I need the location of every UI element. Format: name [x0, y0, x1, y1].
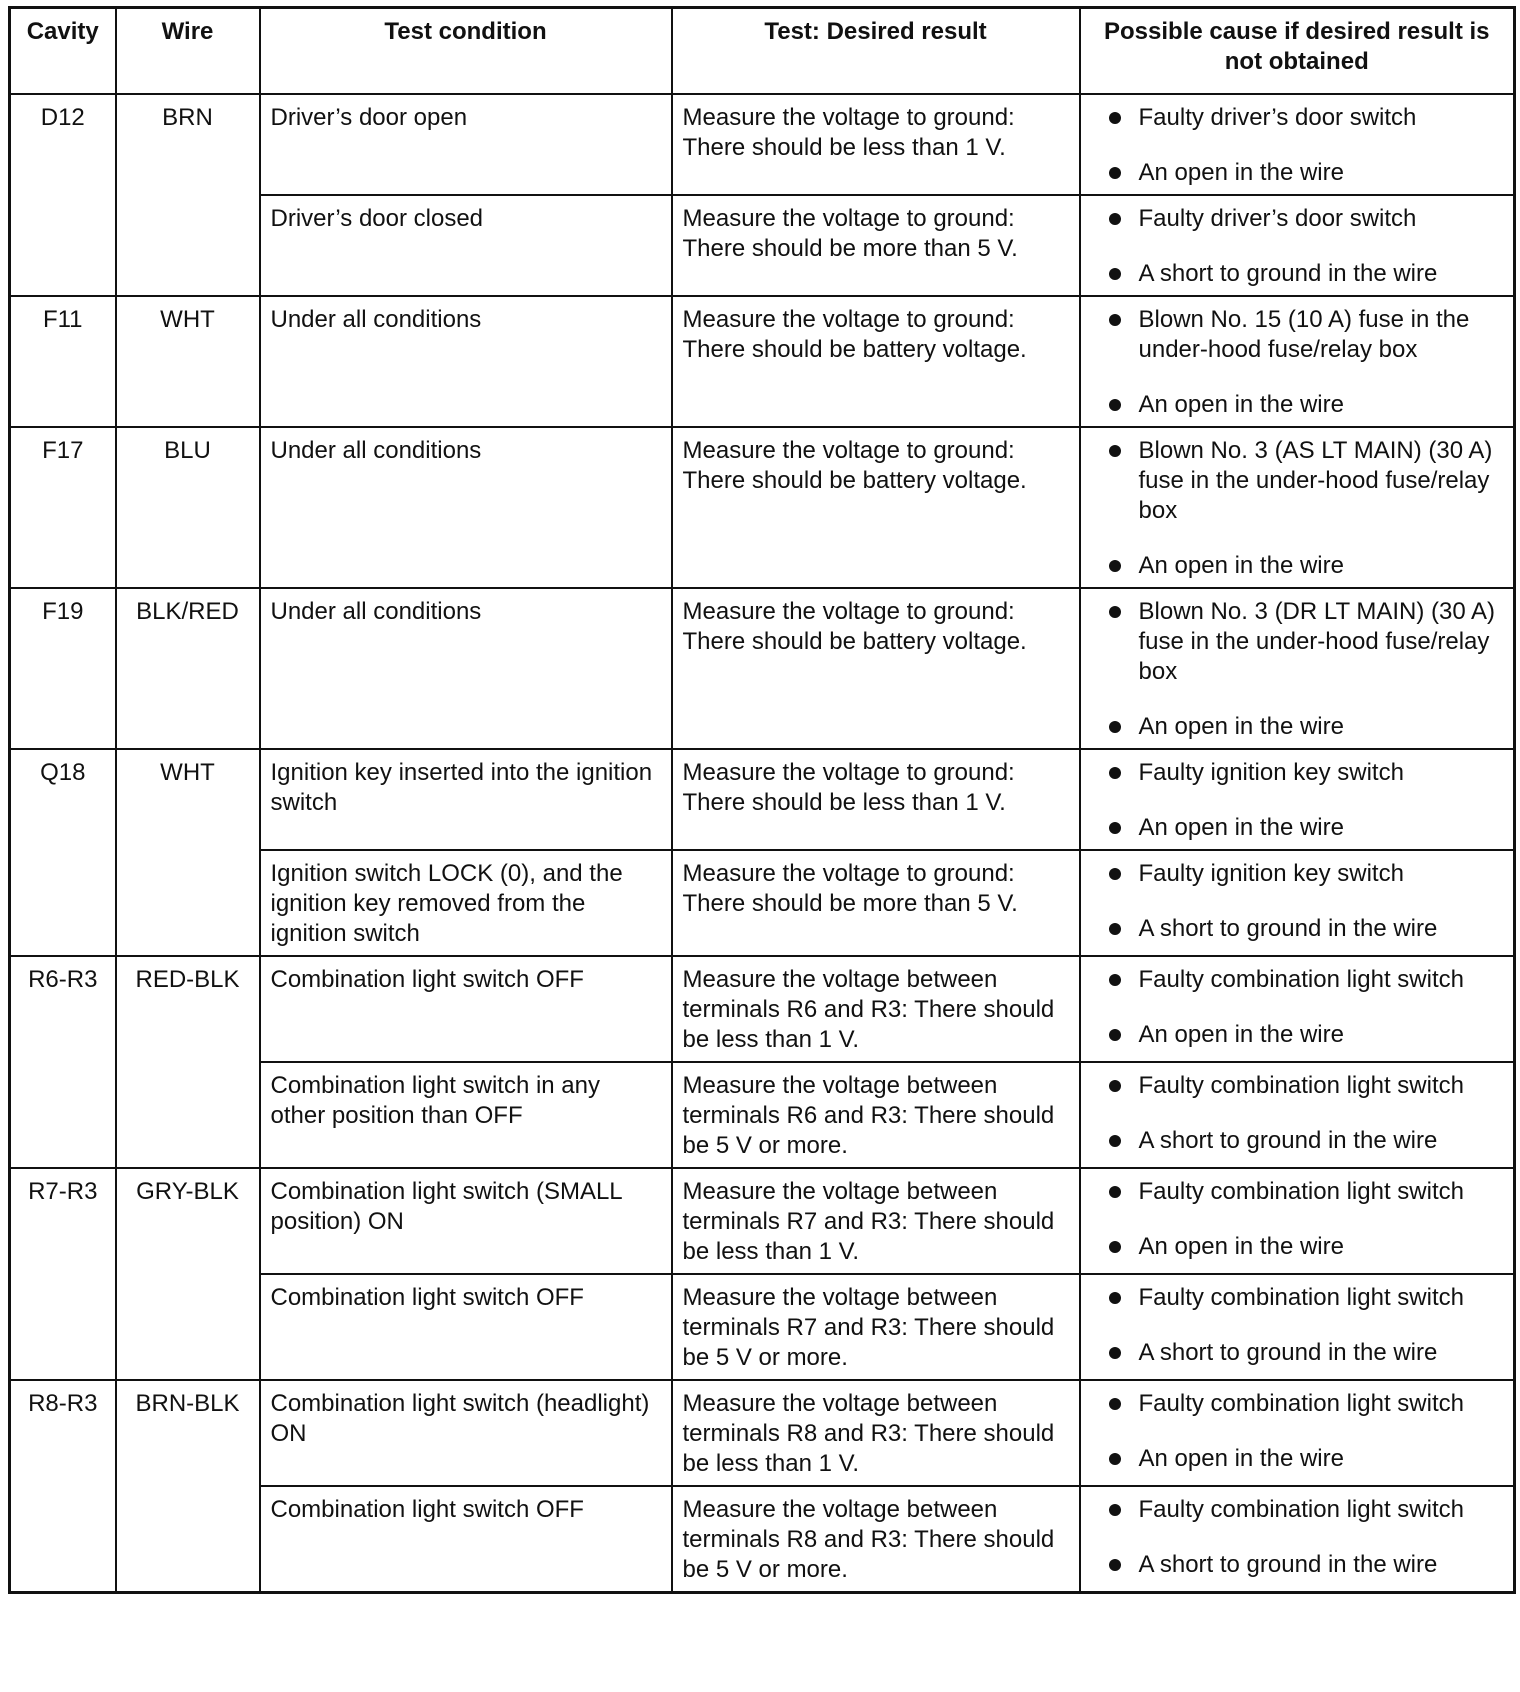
- cause-list-item: [1091, 914, 1504, 944]
- cause-list-item: [1091, 259, 1504, 289]
- desired-result-cell: Measure the voltage to ground: There should be less than 1 V.: [672, 94, 1080, 195]
- bullet-icon: [1109, 560, 1121, 572]
- table-row: [10, 749, 1515, 850]
- bullet-icon: [1109, 721, 1121, 733]
- cause-list: [1091, 436, 1504, 581]
- bullet-icon: [1109, 606, 1121, 618]
- cause-text: Faulty combination light switch: [1138, 1178, 1464, 1205]
- test-condition-cell: Combination light switch (headlight) ON: [260, 1380, 672, 1486]
- bullet-icon: [1109, 213, 1121, 225]
- cause-text: A short to ground in the wire: [1138, 1551, 1438, 1578]
- bullet-icon: [1109, 445, 1121, 457]
- wire-cell: BLK/RED: [116, 588, 260, 749]
- terminal-test-table: [8, 6, 1516, 1594]
- wire-cell: BLU: [116, 427, 260, 588]
- cause-list-item: [1091, 712, 1504, 742]
- test-condition-cell: Under all conditions: [260, 427, 672, 588]
- cause-text: Faulty combination light switch: [1138, 1496, 1464, 1523]
- possible-cause-cell: [1080, 850, 1515, 956]
- cause-list-item: [1091, 158, 1504, 188]
- cause-list-item: [1091, 758, 1504, 788]
- bullet-icon: [1109, 167, 1121, 179]
- table-row: [10, 588, 1515, 749]
- wire-cell: BRN-BLK: [116, 1380, 260, 1593]
- cause-text: An open in the wire: [1138, 1233, 1344, 1260]
- desired-result-cell: Measure the voltage to ground: There should be more than 5 V.: [672, 195, 1080, 296]
- cause-list: [1091, 597, 1504, 742]
- desired-result-cell: Measure the voltage to ground: There should be battery voltage.: [672, 588, 1080, 749]
- desired-result-cell: Measure the voltage to ground: There should be battery voltage.: [672, 427, 1080, 588]
- cavity-cell: R8-R3: [10, 1380, 116, 1593]
- cause-text: Faulty combination light switch: [1138, 1072, 1464, 1099]
- cause-list-item: [1091, 551, 1504, 581]
- cause-list-item: [1091, 597, 1504, 687]
- cause-text: A short to ground in the wire: [1138, 1339, 1438, 1366]
- cause-list-item: [1091, 103, 1504, 133]
- bullet-icon: [1109, 1559, 1121, 1571]
- cause-list-item: [1091, 1444, 1504, 1474]
- table-row: [10, 296, 1515, 427]
- desired-result-cell: Measure the voltage to ground: There should be less than 1 V.: [672, 749, 1080, 850]
- wire-cell: GRY-BLK: [116, 1168, 260, 1380]
- cavity-cell: R6-R3: [10, 956, 116, 1168]
- table-header: [10, 8, 1515, 95]
- bullet-icon: [1109, 822, 1121, 834]
- possible-cause-cell: [1080, 1274, 1515, 1380]
- cause-list-item: [1091, 1071, 1504, 1101]
- possible-cause-cell: [1080, 749, 1515, 850]
- cause-text: Faulty combination light switch: [1138, 1390, 1464, 1417]
- bullet-icon: [1109, 974, 1121, 986]
- cause-list: [1091, 1495, 1504, 1580]
- cavity-cell: F19: [10, 588, 116, 749]
- cause-text: A short to ground in the wire: [1138, 915, 1438, 942]
- header-possible-cause: Possible cause if desired result is not obtained: [1080, 8, 1515, 95]
- bullet-icon: [1109, 1453, 1121, 1465]
- cavity-cell: F17: [10, 427, 116, 588]
- cavity-cell: Q18: [10, 749, 116, 956]
- cavity-cell: R7-R3: [10, 1168, 116, 1380]
- cause-list-item: [1091, 1550, 1504, 1580]
- bullet-icon: [1109, 868, 1121, 880]
- wire-cell: BRN: [116, 94, 260, 296]
- bullet-icon: [1109, 1135, 1121, 1147]
- possible-cause-cell: [1080, 94, 1515, 195]
- bullet-icon: [1109, 399, 1121, 411]
- cause-text: Faulty combination light switch: [1138, 966, 1464, 993]
- cause-list-item: [1091, 390, 1504, 420]
- possible-cause-cell: [1080, 588, 1515, 749]
- possible-cause-cell: [1080, 296, 1515, 427]
- cause-text: Blown No. 15 (10 A) fuse in the under-hood fuse/relay box: [1138, 306, 1470, 363]
- bullet-icon: [1109, 112, 1121, 124]
- cause-text: An open in the wire: [1138, 159, 1344, 186]
- cause-list-item: [1091, 1232, 1504, 1262]
- cause-text: An open in the wire: [1138, 552, 1344, 579]
- test-condition-cell: Combination light switch (SMALL position) ON: [260, 1168, 672, 1274]
- cause-list-item: [1091, 1020, 1504, 1050]
- desired-result-cell: Measure the voltage between terminals R8 and R3: There should be 5 V or more.: [672, 1486, 1080, 1593]
- possible-cause-cell: [1080, 1062, 1515, 1168]
- table-row: [10, 956, 1515, 1062]
- cavity-cell: D12: [10, 94, 116, 296]
- cause-text: Blown No. 3 (AS LT MAIN) (30 A) fuse in the under-hood fuse/relay box: [1138, 437, 1493, 524]
- desired-result-cell: Measure the voltage between terminals R8 and R3: There should be less than 1 V.: [672, 1380, 1080, 1486]
- bullet-icon: [1109, 268, 1121, 280]
- cause-list: [1091, 965, 1504, 1050]
- header-desired-result: Test: Desired result: [672, 8, 1080, 95]
- cause-list-item: [1091, 1338, 1504, 1368]
- bullet-icon: [1109, 1398, 1121, 1410]
- cause-text: Blown No. 3 (DR LT MAIN) (30 A) fuse in the under-hood fuse/relay box: [1138, 598, 1496, 685]
- table-body: [10, 94, 1515, 1593]
- header-cavity: Cavity: [10, 8, 116, 95]
- cause-list-item: [1091, 1126, 1504, 1156]
- desired-result-cell: Measure the voltage between terminals R7 and R3: There should be less than 1 V.: [672, 1168, 1080, 1274]
- test-condition-cell: Driver’s door closed: [260, 195, 672, 296]
- wire-cell: RED-BLK: [116, 956, 260, 1168]
- test-condition-cell: Under all conditions: [260, 296, 672, 427]
- desired-result-cell: Measure the voltage between terminals R6 and R3: There should be less than 1 V.: [672, 956, 1080, 1062]
- cause-text: Faulty combination light switch: [1138, 1284, 1464, 1311]
- cause-text: A short to ground in the wire: [1138, 1127, 1438, 1154]
- test-condition-cell: Combination light switch OFF: [260, 1486, 672, 1593]
- desired-result-cell: Measure the voltage between terminals R7 and R3: There should be 5 V or more.: [672, 1274, 1080, 1380]
- bullet-icon: [1109, 923, 1121, 935]
- desired-result-cell: Measure the voltage to ground: There should be more than 5 V.: [672, 850, 1080, 956]
- cause-list-item: [1091, 204, 1504, 234]
- cause-list-item: [1091, 1177, 1504, 1207]
- header-wire: Wire: [116, 8, 260, 95]
- bullet-icon: [1109, 767, 1121, 779]
- test-condition-cell: Ignition key inserted into the ignition switch: [260, 749, 672, 850]
- cause-list: [1091, 859, 1504, 944]
- cause-list-item: [1091, 1495, 1504, 1525]
- cause-list: [1091, 1177, 1504, 1262]
- test-table-container: [8, 6, 1513, 1594]
- cause-list: [1091, 204, 1504, 289]
- test-condition-cell: Under all conditions: [260, 588, 672, 749]
- desired-result-cell: Measure the voltage to ground: There should be battery voltage.: [672, 296, 1080, 427]
- cause-list-item: [1091, 305, 1504, 365]
- possible-cause-cell: [1080, 956, 1515, 1062]
- cavity-cell: F11: [10, 296, 116, 427]
- test-condition-cell: Ignition switch LOCK (0), and the ignition key removed from the ignition switch: [260, 850, 672, 956]
- bullet-icon: [1109, 1186, 1121, 1198]
- cause-text: An open in the wire: [1138, 713, 1344, 740]
- cause-list: [1091, 305, 1504, 420]
- bullet-icon: [1109, 1292, 1121, 1304]
- cause-list-item: [1091, 965, 1504, 995]
- table-row: [10, 1380, 1515, 1486]
- cause-text: Faulty ignition key switch: [1138, 860, 1404, 887]
- bullet-icon: [1109, 1080, 1121, 1092]
- bullet-icon: [1109, 1241, 1121, 1253]
- cause-list: [1091, 1071, 1504, 1156]
- test-condition-cell: Combination light switch OFF: [260, 1274, 672, 1380]
- cause-text: An open in the wire: [1138, 1021, 1344, 1048]
- wire-cell: WHT: [116, 749, 260, 956]
- cause-list: [1091, 758, 1504, 843]
- wire-cell: WHT: [116, 296, 260, 427]
- cause-text: An open in the wire: [1138, 814, 1344, 841]
- cause-text: An open in the wire: [1138, 1445, 1344, 1472]
- cause-list: [1091, 103, 1504, 188]
- header-row: [10, 8, 1515, 95]
- cause-list-item: [1091, 859, 1504, 889]
- table-row: [10, 427, 1515, 588]
- desired-result-cell: Measure the voltage between terminals R6 and R3: There should be 5 V or more.: [672, 1062, 1080, 1168]
- cause-text: An open in the wire: [1138, 391, 1344, 418]
- test-condition-cell: Combination light switch in any other position than OFF: [260, 1062, 672, 1168]
- test-condition-cell: Driver’s door open: [260, 94, 672, 195]
- cause-list-item: [1091, 813, 1504, 843]
- cause-list-item: [1091, 436, 1504, 526]
- cause-list: [1091, 1283, 1504, 1368]
- cause-text: Faulty driver’s door switch: [1138, 205, 1417, 232]
- possible-cause-cell: [1080, 195, 1515, 296]
- cause-list: [1091, 1389, 1504, 1474]
- bullet-icon: [1109, 1504, 1121, 1516]
- test-condition-cell: Combination light switch OFF: [260, 956, 672, 1062]
- possible-cause-cell: [1080, 1168, 1515, 1274]
- cause-text: Faulty driver’s door switch: [1138, 104, 1417, 131]
- cause-list-item: [1091, 1283, 1504, 1313]
- bullet-icon: [1109, 1347, 1121, 1359]
- bullet-icon: [1109, 314, 1121, 326]
- possible-cause-cell: [1080, 1380, 1515, 1486]
- header-test-condition: Test condition: [260, 8, 672, 95]
- table-row: [10, 1168, 1515, 1274]
- cause-list-item: [1091, 1389, 1504, 1419]
- table-row: [10, 94, 1515, 195]
- cause-text: Faulty ignition key switch: [1138, 759, 1404, 786]
- cause-text: A short to ground in the wire: [1138, 260, 1438, 287]
- possible-cause-cell: [1080, 427, 1515, 588]
- bullet-icon: [1109, 1029, 1121, 1041]
- possible-cause-cell: [1080, 1486, 1515, 1593]
